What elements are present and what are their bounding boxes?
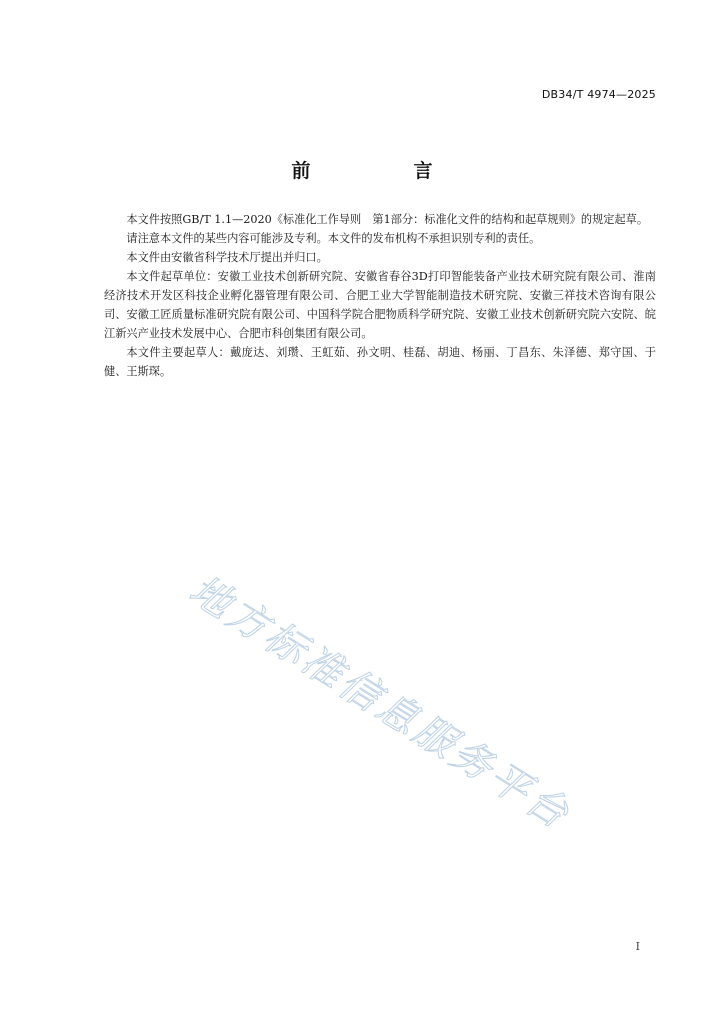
paragraph-drafting-basis: 本文件按照GB/T 1.1—2020《标准化工作导则 第1部分：标准化文件的结构和起草规则》的规定起草。 (126, 213, 649, 226)
standard-code: DB34/T 4974—2025 (541, 88, 656, 101)
paragraph-drafting-units: 本文件起草单位：安徽工业技术创新研究院、安徽省春谷3D打印智能装备产业技术研究院有限公司、淮南经济技术开发区科技企业孵化器管理有限公司、合肥工业大学智能制造技术研究院、安徽三祥技术咨询有限公司、安徽工匠质量标准研究院有限公司、中国科学院合肥物质科学研究院、安徽工业技术创新研究院六安院、皖江新兴产业技术发展中心、合肥市科创集团有限公司。 (104, 270, 656, 340)
watermark: 地方标准信息服务平台 (181, 566, 579, 840)
paragraph-drafters: 本文件主要起草人：戴庞达、刘瓒、王虹茹、孙文明、桂磊、胡迪、杨丽、丁昌东、朱泽德、郑守国、于健、王斯琛。 (104, 346, 656, 378)
paragraph-patent-notice: 请注意本文件的某些内容可能涉及专利。本文件的发布机构不承担识别专利的责任。 (126, 232, 541, 245)
paragraph-proposer: 本文件由安徽省科学技术厅提出并归口。 (126, 251, 328, 264)
page-number: I (635, 940, 640, 953)
page-title: 前 言 (291, 160, 475, 182)
foreword-body (104, 210, 656, 381)
